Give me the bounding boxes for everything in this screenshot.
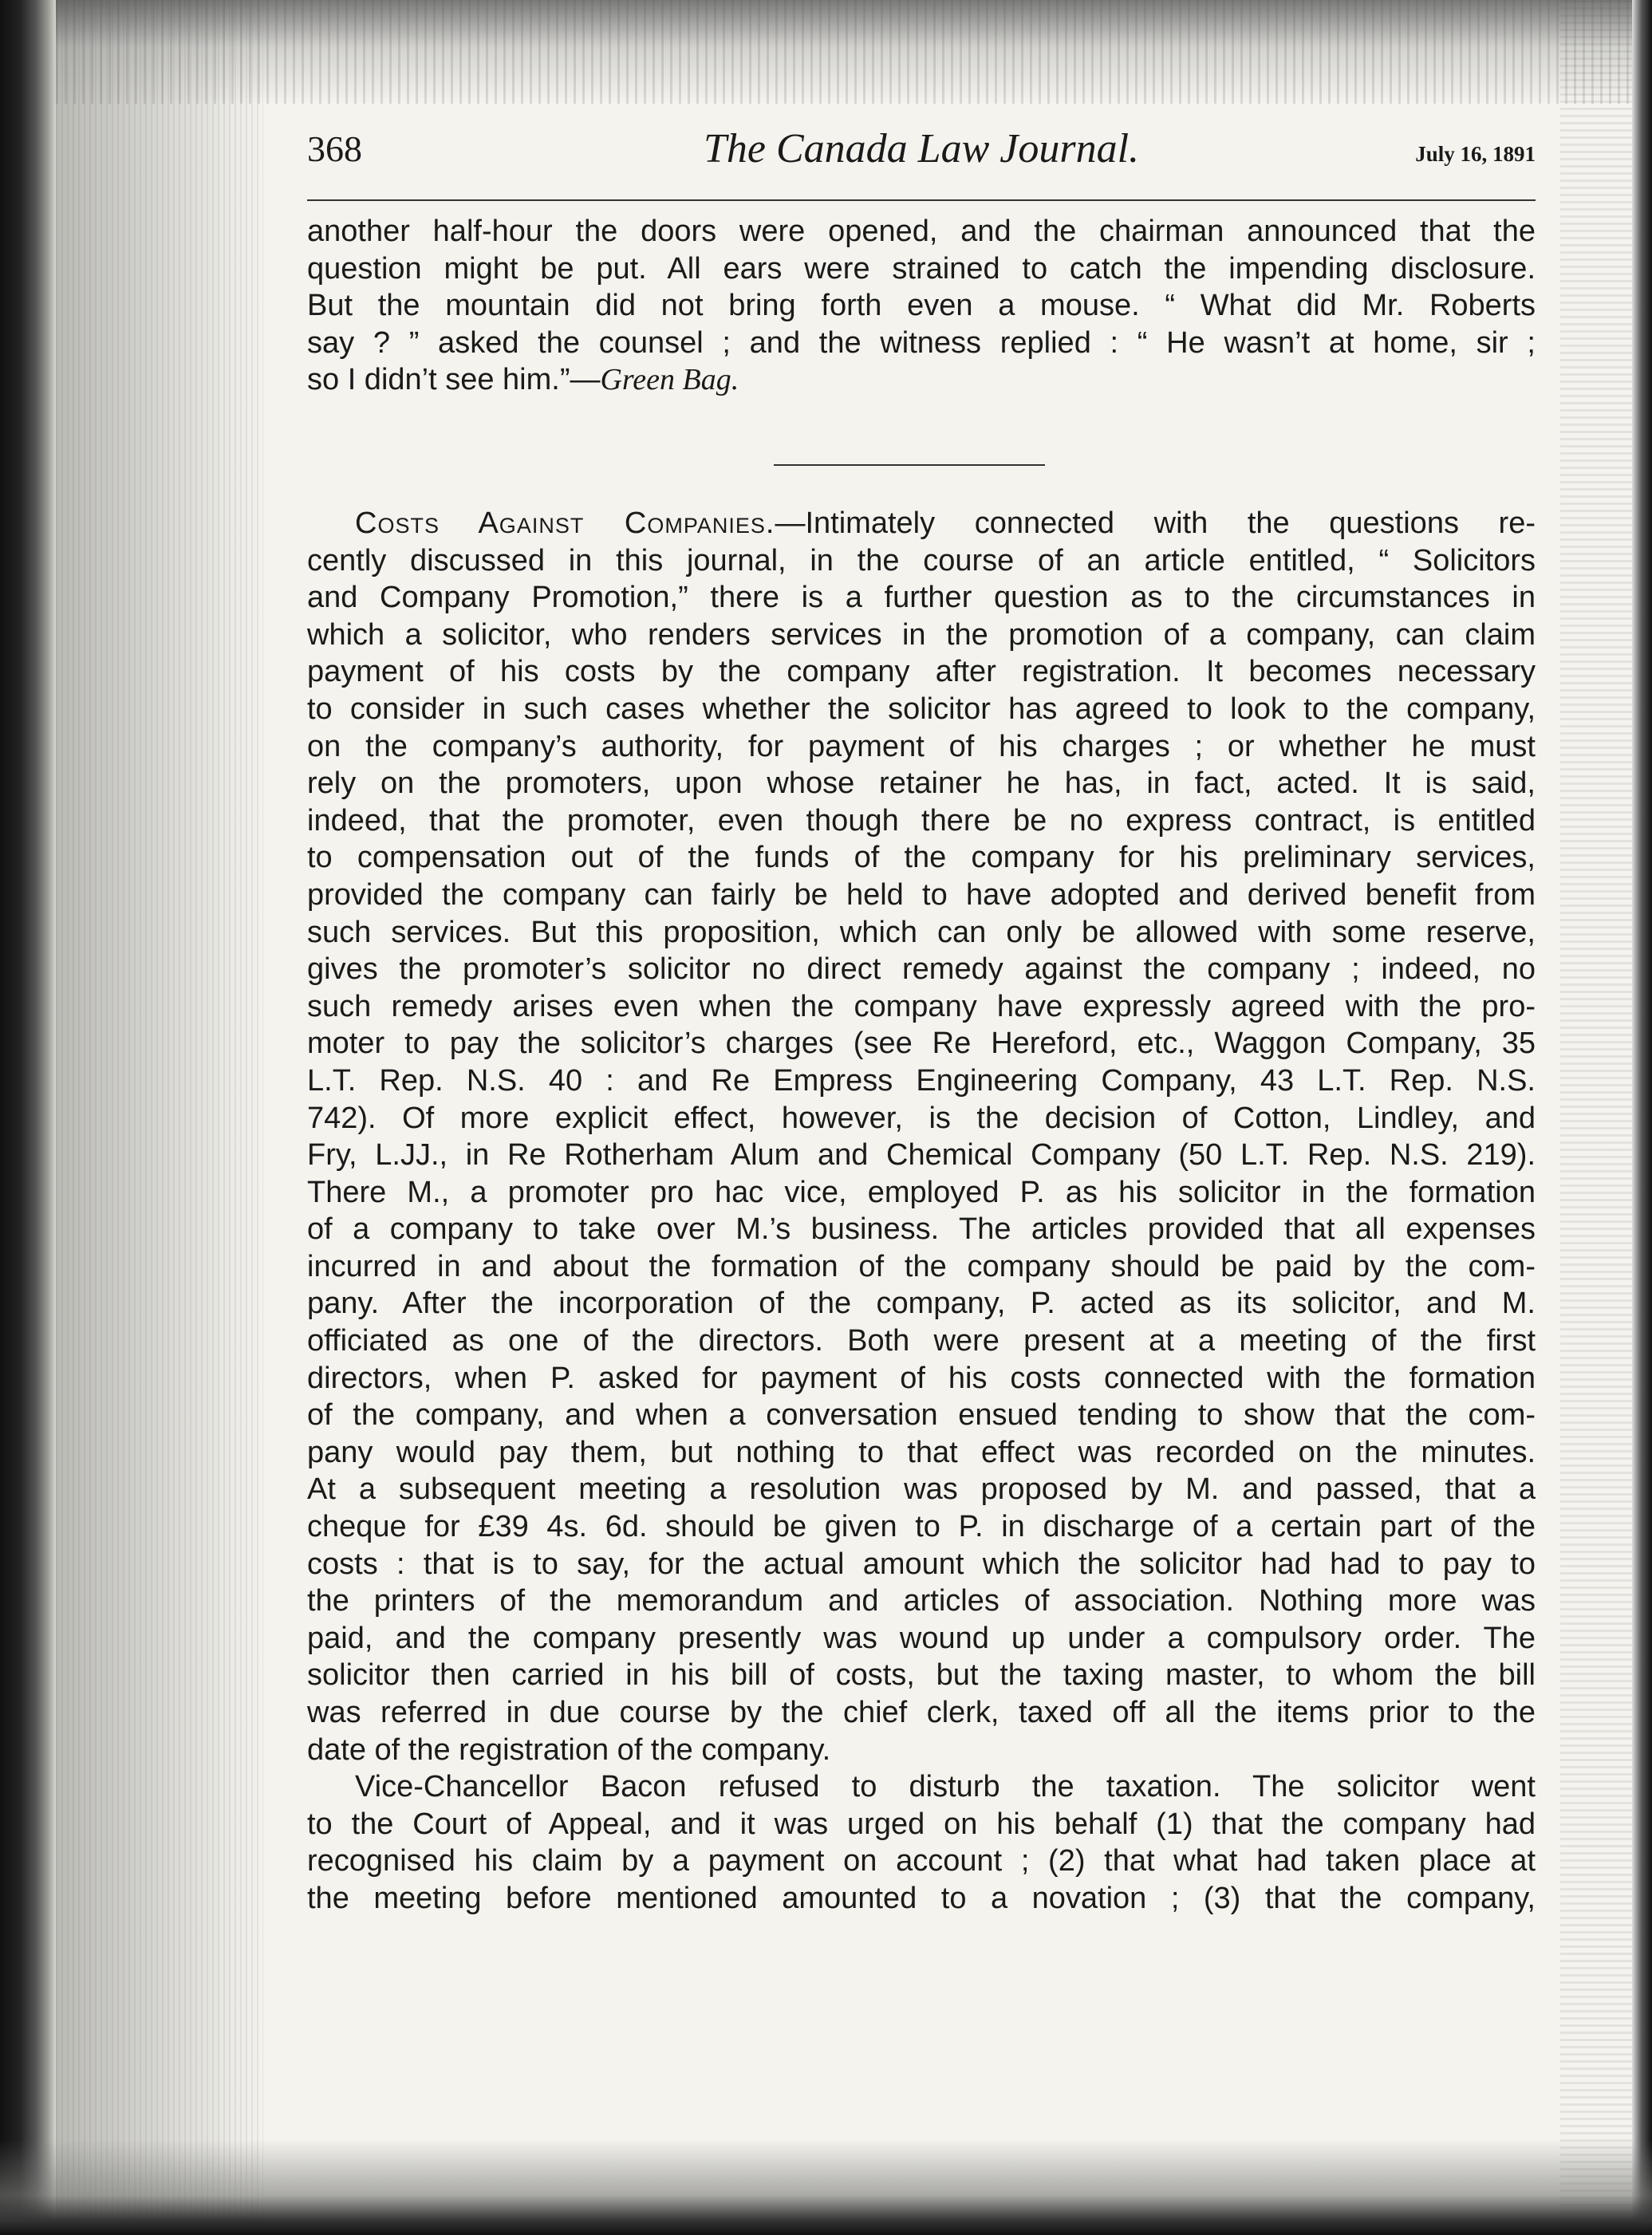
source-citation: Green Bag.: [600, 363, 739, 397]
header-rule: [307, 199, 1536, 201]
text-line: pany would pay them, but nothing to that effect was recorded on the minutes.: [307, 1435, 1536, 1469]
scan-edge-right: [1632, 0, 1652, 2235]
article-body: [307, 505, 1536, 1918]
text-line: question might be put. All ears were strained to catch the impending disclosure.: [307, 251, 1536, 286]
text-line: directors, when P. asked for payment of his costs connected with the formation: [307, 1361, 1536, 1395]
text-line: moter to pay the solicitor’s charges (see Re Hereford, etc., Waggon Company, 35: [307, 1027, 1536, 1061]
text-line: officiated as one of the directors. Both were present at a meeting of the first: [307, 1324, 1536, 1358]
text-line: recognised his claim by a payment on account ; (2) that what had taken place at: [307, 1844, 1536, 1878]
page-header: [307, 121, 1536, 177]
text-line: such services. But this proposition, which can only be allowed with some reserve,: [307, 915, 1536, 949]
text-line: which a solicitor, who renders services in the promotion of a company, can claim: [307, 617, 1536, 652]
scan-gutter-left: [0, 0, 56, 2235]
text-line: the printers of the memorandum and articles of association. Nothing more was: [307, 1584, 1536, 1618]
scan-gutter-shadow: [56, 0, 263, 2235]
text-line: Fry, L.JJ., in Re Rotherham Alum and Chemical Company (50 L.T. Rep. N.S. 219).: [307, 1138, 1536, 1173]
text-line: solicitor then carried in his bill of costs, but the taxing master, to whom the bill: [307, 1658, 1536, 1693]
page-number: 368: [307, 128, 362, 169]
text-line: incurred in and about the formation of the company should be paid by the com-: [307, 1249, 1536, 1283]
section-divider: [774, 464, 1045, 466]
text-line: date of the registration of the company.: [307, 1732, 831, 1767]
text-line: payment of his costs by the company after registration. It becomes necessary: [307, 655, 1536, 689]
journal-title: The Canada Law Journal.: [703, 126, 1140, 171]
text-line: of the company, and when a conversation ensued tending to show that the com-: [307, 1398, 1536, 1433]
text-line: of a company to take over M.’s business. The articles provided that all expenses: [307, 1212, 1536, 1247]
text-line: rely on the promoters, upon whose retainer he has, in fact, acted. It is said,: [307, 767, 1536, 801]
text-line: to consider in such cases whether the solicitor has agreed to look to the company,: [307, 692, 1536, 726]
text-line: on the company’s authority, for payment of his charges ; or whether he must: [307, 729, 1536, 763]
text-line: was referred in due course by the chief clerk, taxed off all the items prior to the: [307, 1696, 1536, 1729]
text-line: provided the company can fairly be held to have adopted and derived benefit from: [307, 877, 1536, 912]
text-segment: —Intimately connected with the questions re-: [775, 507, 1536, 540]
scan-edge-top: [56, 0, 1632, 104]
scan-edge-right-shadow: [1560, 0, 1632, 2235]
text-line: pany. After the incorporation of the company, P. acted as its solicitor, and M.: [307, 1287, 1536, 1321]
text-line: to compensation out of the funds of the company for his preliminary services,: [307, 841, 1536, 875]
text-line: indeed, that the promoter, even though there be no express contract, is entitled: [307, 803, 1536, 838]
text-line: There M., a promoter pro hac vice, employed P. as his solicitor in the formation: [307, 1175, 1536, 1209]
issue-date: July 16, 1891: [1415, 142, 1536, 166]
continuation-paragraph: [307, 213, 1536, 399]
text-line: [307, 505, 1536, 542]
text-line: such remedy arises even when the company have expressly agreed with the pro-: [307, 989, 1536, 1023]
text-line: gives the promoter’s solicitor no direct remedy against the company ; indeed, no: [307, 952, 1536, 987]
text-line: L.T. Rep. N.S. 40 : and Re Empress Engineering Company, 43 L.T. Rep. N.S.: [307, 1063, 1536, 1098]
text-segment: so I didn’t see him.”—: [307, 363, 601, 397]
text-line: to the Court of Appeal, and it was urged on his behalf (1) that the company had: [307, 1807, 1536, 1841]
text-line: costs : that is to say, for the actual amount which the solicitor had had to pay to: [307, 1547, 1536, 1581]
text-line: cheque for £39 4s. 6d. should be given to P. in discharge of a certain part of the: [307, 1510, 1536, 1544]
text-line: But the mountain did not bring forth even a mouse. “ What did Mr. Roberts: [307, 289, 1536, 323]
text-line: another half-hour the doors were opened, and the chairman announced that the: [307, 215, 1536, 248]
text-line: and Company Promotion,” there is a further question as to the circumstances in: [307, 581, 1536, 615]
text-line: [307, 361, 1536, 399]
text-line: the meeting before mentioned amounted to a novation ; (3) that the company,: [307, 1881, 1536, 1915]
text-line: paid, and the company presently was wound up under a compulsory order. The: [307, 1621, 1536, 1655]
scan-edge-bottom: [0, 2139, 1652, 2235]
text-line: At a subsequent meeting a resolution was proposed by M. and passed, that a: [307, 1472, 1536, 1507]
text-line: 742). Of more explicit effect, however, is the decision of Cotton, Lindley, and: [307, 1101, 1536, 1135]
text-line: cently discussed in this journal, in the course of an article entitled, “ Solicitors: [307, 543, 1536, 577]
article-heading: Costs Against Companies.: [355, 507, 775, 540]
text-line: Vice-Chancellor Bacon refused to disturb the taxation. The solicitor went: [355, 1770, 1536, 1804]
text-line: say ? ” asked the counsel ; and the witness replied : “ He wasn’t at home, sir ;: [307, 325, 1536, 360]
